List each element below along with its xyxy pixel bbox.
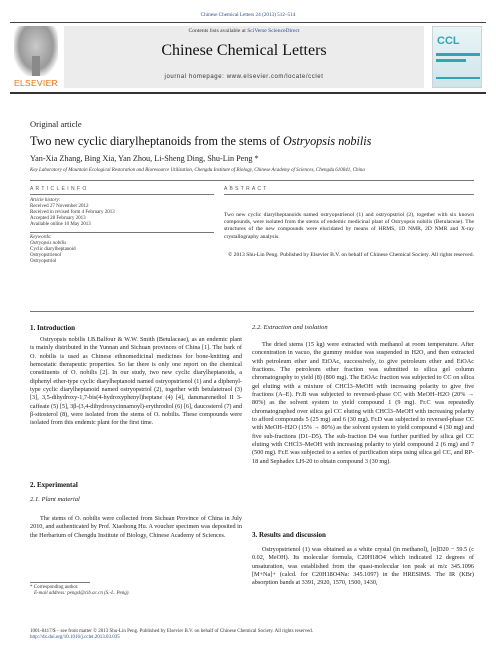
keywords-label: Keywords: — [30, 235, 52, 240]
title-text: Two new cyclic diarylheptanoids from the stems of — [30, 134, 283, 148]
sciencedirect-link[interactable]: SciVerse ScienceDirect — [247, 28, 300, 34]
keyword-item: Ostryopsis nobilis — [30, 241, 67, 246]
author-email[interactable]: E-mail address: pengsl@cib.ac.cn (S.-L. Peng). — [34, 591, 130, 597]
extraction-text: The dried stems (15 kg) were extracted with methanol at room temperature. After concentration in vacuo, the gummy residue was suspended in H2O, and then extracted with petroleum ether and EtOAc, successively, to give petroleum ether and EtOAc fractions. The petroleum ether fraction was submitted to silica gel column chromatography to yield (8) (800 mg). The EtOAc fraction was subjected to CC on silica gel eluting with a mixture of CHCl3–MeOH with increasing polarity to give five fractions (A–E). Fr.B was subjected to reversed-phase CC with MeOH–H2O (20% → 80%) as the solvent system to yield compound 1 (9 mg). Fr.C was repeatedly chromatographed over silica gel CC eluting with CHCl3–MeOH with increasing polarity to afford compounds 5 (25 mg) and 6 (30 mg). Fr.D was subjected to reversed-phase CC with MeOH–H2O (15% → 80%) as the solvent system to yield compound 4 (30 mg) and five sub-fractions (D1–D5). The sub-fraction D4 was further purified by silica gel CC eluting with CHCl3–MeOH with increasing polarity to yield compound 2 (6 mg) and 7 (500 mg). Fr.E was subjected to a series of purification steps using silica gel CC, and RP-18 and Sephadex LH-20 to obtain compound 3 (30 mg). — [252, 341, 474, 465]
title-species: Ostryopsis nobilis — [283, 134, 372, 148]
results-heading: 3. Results and discussion — [252, 531, 326, 539]
journal-title: Chinese Chemical Letters — [161, 42, 327, 59]
banner-top-rule — [10, 22, 486, 23]
journal-cover-thumbnail[interactable] — [432, 26, 482, 88]
abstract-copyright: © 2013 Shu-Lin Peng. Published by Elsevier B.V. on behalf of Chinese Chemical Society. All rights reserved. — [228, 252, 474, 258]
cover-stripe — [436, 59, 466, 62]
experimental-heading: 2. Experimental — [30, 481, 78, 489]
introduction-heading: 1. Introduction — [30, 324, 75, 332]
history-label: Article history: — [30, 198, 61, 203]
footer-front-matter: 1001-8417/$ – see front matter © 2013 Shu-Lin Peng. Published by Elsevier B.V. on behalf of Chinese Chemical Society. All rights reserved. — [30, 629, 314, 634]
extraction-heading: 2.2. Extraction and isolation — [252, 324, 328, 331]
history-accepted: Accepted 28 February 2013 — [30, 216, 86, 221]
abstract-text: Two new cyclic diarylheptanoids named ostryopstrienol (1) and ostryopstriol (2), together with six known compounds, were isolated from the stems of endemic medicinal plant of Ostryopsis nobilis (Betulaceae). The structures of the new compounds were elucidated by means of HRMS, 1D NMR, 2D NMR and X-ray crystallography analysis. — [224, 212, 474, 240]
keyword-item: Cyclic diarylheptanoid — [30, 247, 76, 252]
elsevier-wordmark: ELSEVIER — [14, 78, 58, 88]
results-text: Ostryopstrienol (1) was obtained as a white crystal (in methanol), [α]D20 − 59.5 (c 0.02, MeOH). Its molecular formula, C20H18O4 which indicated 12 degrees of unsaturation, was established from the quasi-molecular ion peak at m/z 345.1096 [M+Na]+ (calcd. for C20H18O4Na: 345.1097) in the HRESIMS. The IR (KBr) absorption bands at 3391, 2920, 1570, 1500, 1430, — [252, 546, 474, 587]
history-revised: Received in revised form 4 February 2013 — [30, 210, 115, 215]
abstract-heading: A B S T R A C T — [224, 186, 267, 192]
cover-stripe — [436, 53, 480, 56]
abstract-bottom-rule — [30, 311, 474, 312]
author-list[interactable]: Yan-Xia Zhang, Bing Xia, Yan Zhou, Li-Sheng Ding, Shu-Lin Peng * — [30, 154, 259, 163]
banner-bottom-rule — [10, 92, 486, 94]
elsevier-tree-trunk — [32, 56, 40, 76]
cover-label: CCL — [437, 35, 460, 47]
page-footer — [30, 629, 474, 642]
footnotes — [30, 585, 242, 597]
history-online: Available online 10 May 2013 — [30, 222, 91, 227]
history-received: Received 27 November 2012 — [30, 204, 89, 209]
introduction-text: Ostryopsis nobilis I.B.Balfour & W.W. Smith (Betulaceae), as an endemic plant is mainly distributed in the Yunnan and Sichuan provinces of China [1]. The bark of O. nobilis is used as Chinese ethnomedicinal medicines for bone-knitting and hemostatic therapeutic properties. So far there is only one report on the chemical constituents of O. nobilis [2]. In our study, two new cyclic diarylheptanoids, a diphenyl ether-type cyclic diarylheptanoid named ostryopstrienol (1) and a diphenyl-type cyclic diarylheptanoid named ostryopstriol (2), together with betulatetraol (3) [3], 3,5-dihydroxy-1,7-bis(4-hydroxyphenyl)heptane (4) [4], dammarenediol II 3-caffeate (5) [5], 3β-(3,4-dihydroxycinnamoyl)-erythrodiol (6) [6], daucosterol (7) and β-sitosterol (8), were isolated from the stems of O. nobilis. These compounds were isolated from this endemic plant for the first time. — [30, 336, 242, 427]
elsevier-logo[interactable] — [14, 26, 58, 88]
keyword-item: Ostryopstriol — [30, 259, 57, 264]
doi-link[interactable]: http://dx.doi.org/10.1016/j.cclet.2013.03.035 — [30, 635, 120, 641]
keywords-block — [30, 235, 214, 265]
article-history — [30, 198, 214, 228]
keyword-item: Ostryopstrienol — [30, 253, 62, 258]
article-type: Original article — [30, 119, 82, 129]
abstract-rule — [224, 194, 474, 195]
contents-prefix: Contents lists available at — [188, 28, 248, 34]
keywords-rule — [30, 232, 214, 233]
journal-homepage[interactable]: journal homepage: www.elsevier.com/locate/cclet — [164, 74, 324, 80]
plant-material-text: The stems of O. nobilis were collected from Sichuan Province of China in July 2010, and authenticated by Prof. Xiaohong Hu. A voucher specimen was deposited in the Herbarium of Chengdu Institute of Biology, Chinese Academy of Sciences. — [30, 515, 242, 539]
plant-material-heading: 2.1. Plant material — [30, 496, 80, 503]
corresponding-author: * Corresponding author. — [30, 585, 79, 590]
affiliation: Key Laboratory of Mountain Ecological Restoration and Bioresource Utilization, Chengdu Institute of Biology, Chinese Academy of Sciences, Chengdu 610041, China — [30, 168, 365, 173]
cover-stripe — [436, 77, 480, 79]
article-title — [30, 134, 470, 149]
footnote-rule — [30, 582, 90, 583]
article-info-heading: A R T I C L E I N F O — [30, 186, 87, 192]
contents-line — [64, 28, 424, 34]
article-info-rule — [30, 194, 214, 195]
header-rule — [30, 180, 474, 181]
running-head[interactable]: Chinese Chemical Letters 24 (2013) 512–514 — [200, 12, 296, 18]
